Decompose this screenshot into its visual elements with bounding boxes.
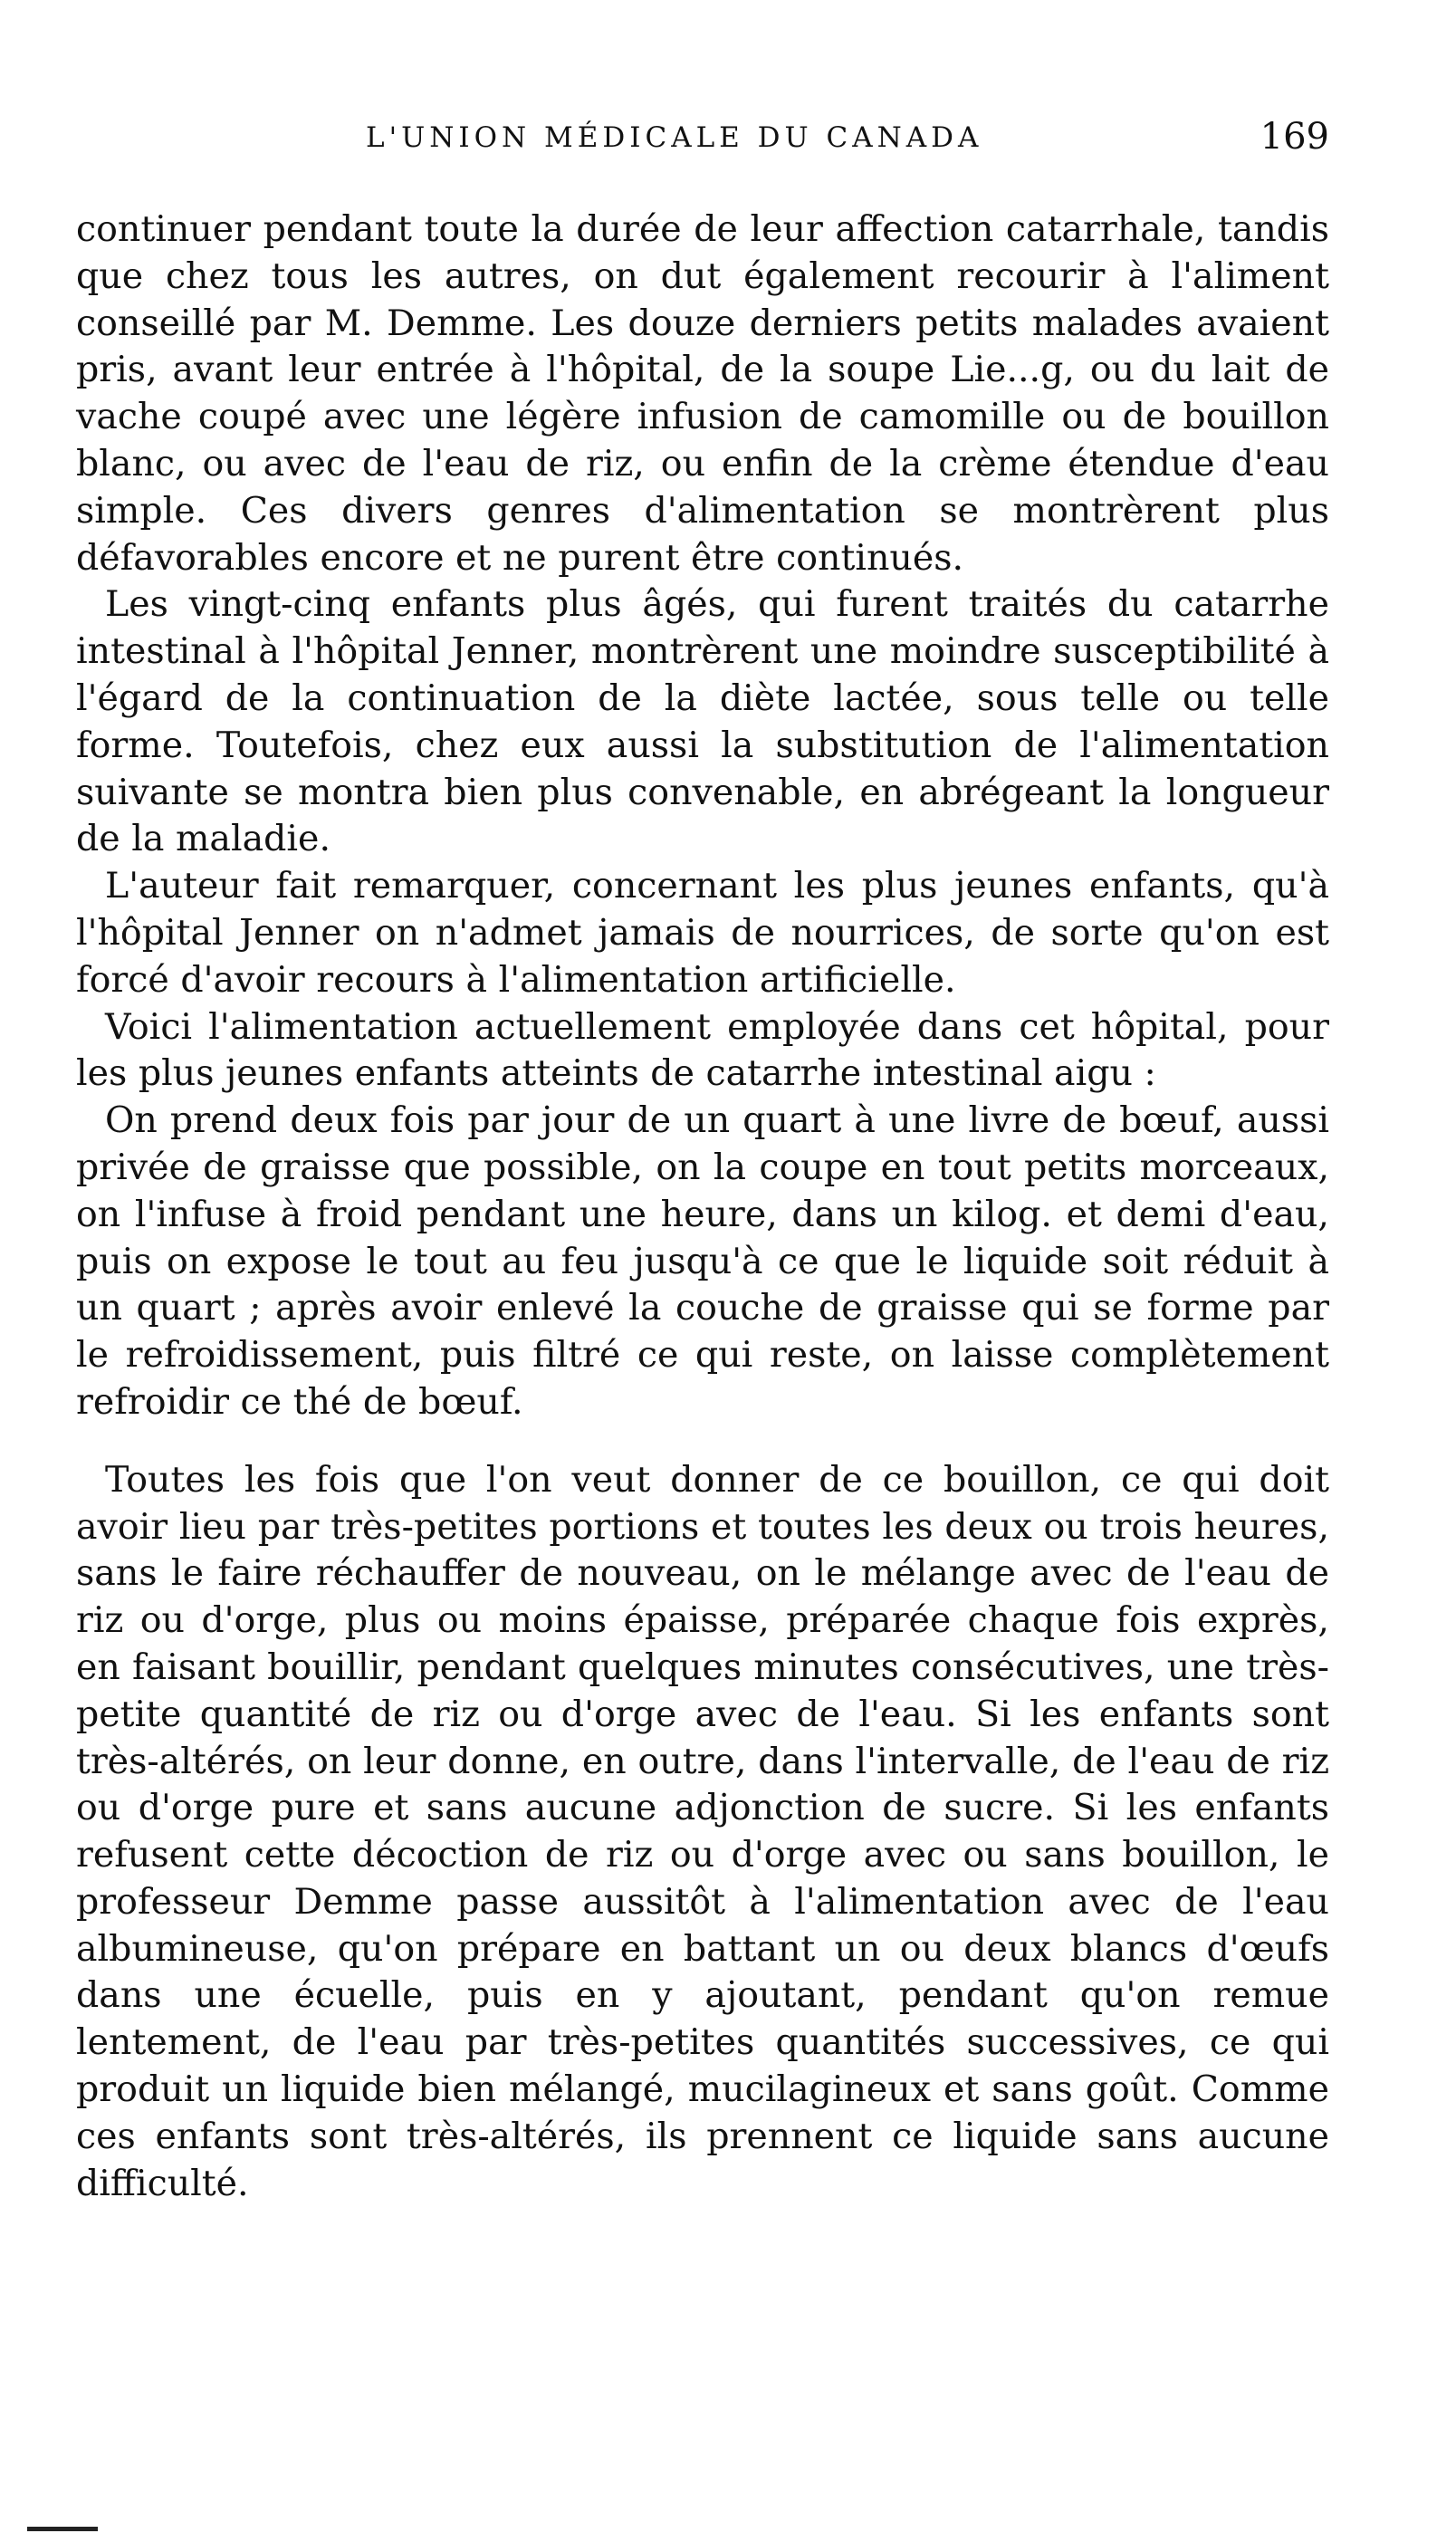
paragraph: Toutes les fois que l'on veut donner de ce bouillon, ce qui doit avoir lieu par très-petites portions et toutes les deux ou trois heures, sans le faire réchauffer de nouveau, on le mélange avec de l'eau de riz ou d'orge, plus ou moins épaisse, préparée chaque fois exprès, en faisant bouillir, pendant quelques minutes consécutives, une très-petite quantité de riz ou d'orge avec de l'eau. Si les enfants sont très-altérés, on leur donne, en outre, dans l'intervalle, de l'eau de riz ou d'orge pure et sans aucune adjonction de sucre. Si les enfants refusent cette décoction de riz ou d'orge avec ou sans bouillon, le professeur Demme passe aussitôt à l'alimentation avec de l'eau albumineuse, qu'on prépare en battant un ou deux blancs d'œufs dans une écuelle, puis en y ajoutant, pendant qu'on remue lentement, de l'eau par très-petites quantités successives, ce qui produit un liquide bien mélangé, mucilagineux et sans goût. Comme ces enfants sont très-altérés, ils prennent ce liquide sans aucune difficulté. <box>76 1458 1329 2204</box>
running-title: L'UNION MÉDICALE DU CANADA <box>366 121 983 154</box>
paragraph: On prend deux fois par jour de un quart à une livre de bœuf, aussi privée de graisse que possible, on la coupe en tout petits morceaux, on l'infuse à froid pendant une heure, dans un kilog. et demi d'eau, puis on expose le tout au feu jusqu'à ce que le liquide soit réduit à un quart ; après avoir enlevé la couche de graisse qui se forme par le refroidissement, puis filtré ce qui reste, on laisse complètement refroidir ce thé de bœuf. <box>76 1099 1329 1423</box>
footer-rule <box>27 2527 98 2531</box>
page-number: 169 <box>1260 116 1329 158</box>
paragraph: Voici l'alimentation actuellement employée dans cet hôpital, pour les plus jeunes enfants atteints de catarrhe intestinal aigu : <box>76 1005 1329 1095</box>
paragraph: Les vingt-cinq enfants plus âgés, qui furent traités du catarrhe intestinal à l'hôpital Jenner, montrèrent une moindre susceptibilité à l'égard de la continuation de la diète lactée, sous telle ou telle forme. Toutefois, chez eux aussi la substitution de l'alimentation suivante se montra bien plus convenable, en abrégeant la longueur de la maladie. <box>76 583 1329 860</box>
body-text <box>76 206 1329 2207</box>
paragraph: continuer pendant toute la durée de leur affection catarrhale, tandis que chez tous les autres, on dut également recourir à l'aliment conseillé par M. Demme. Les douze derniers petits malades avaient pris, avant leur entrée à l'hôpital, de la soupe Lie...g, ou du lait de vache coupé avec une légère infusion de camomille ou de bouillon blanc, ou avec de l'eau de riz, ou enfin de la crème étendue d'eau simple. Ces divers genres d'alimentation se montrèrent plus défavorables encore et ne purent être continués. <box>76 208 1329 579</box>
running-header <box>76 116 1329 172</box>
paragraph: L'auteur fait remarquer, concernant les plus jeunes enfants, qu'à l'hôpital Jenner on n'admet jamais de nourrices, de sorte qu'on est forcé d'avoir recours à l'alimentation artificielle. <box>76 865 1329 1001</box>
